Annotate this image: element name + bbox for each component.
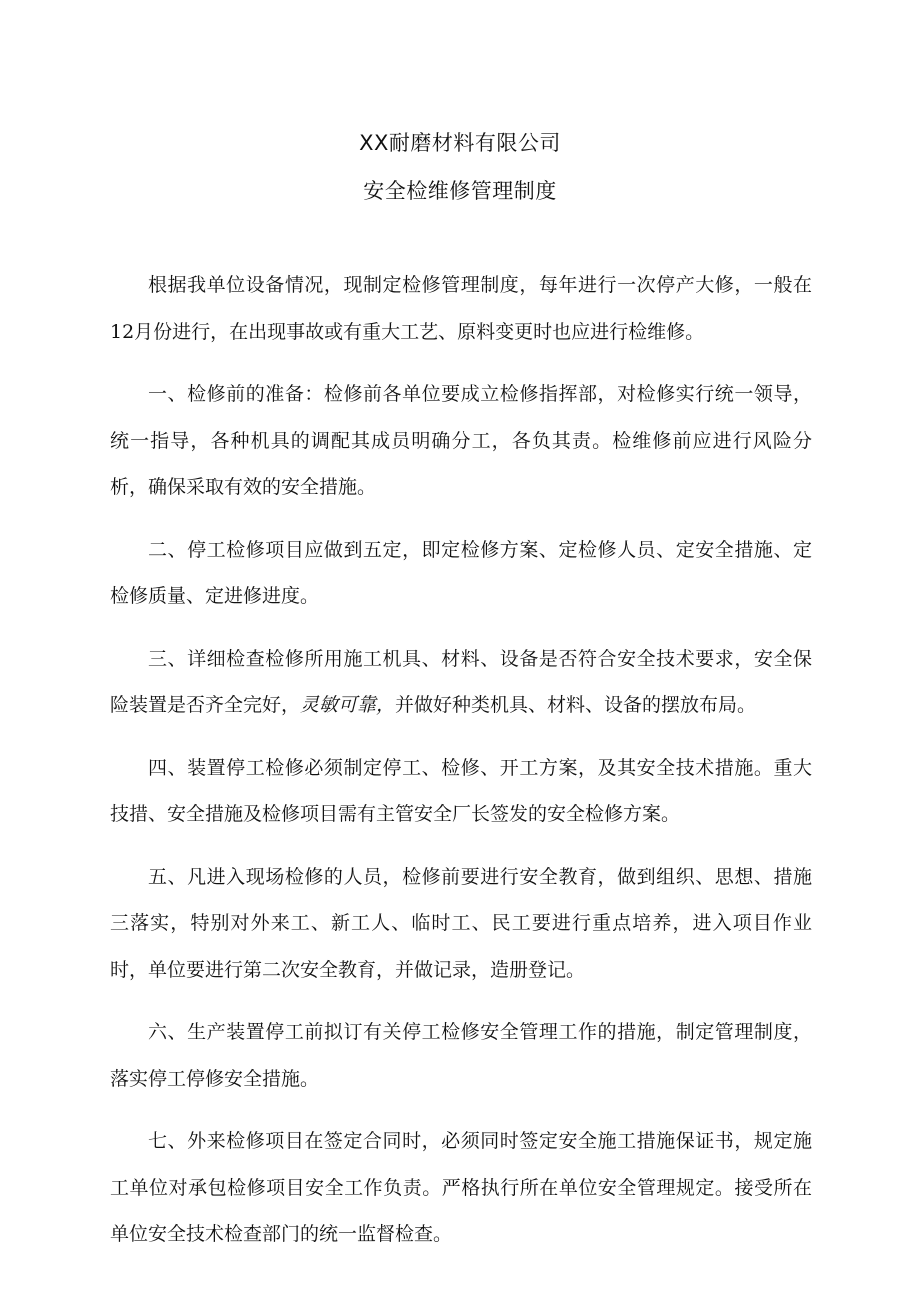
document-body xyxy=(110,262,812,1274)
intro-paragraph: 根据我单位设备情况，现制定检修管理制度，每年进行一次停产大修，一般在12月份进行，在出现事故或有重大工艺、原料变更时也应进行检维修。 xyxy=(110,274,812,343)
item-3-paragraph xyxy=(110,636,812,729)
item-4-paragraph: 四、装置停工检修必须制定停工、检修、开工方案，及其安全技术措施。重大技措、安全措施及检修项目需有主管安全厂长签发的安全检修方案。 xyxy=(110,756,812,825)
item-2-paragraph: 二、停工检修项目应做到五定，即定检修方案、定检修人员、定安全措施、定检修质量、定进修进度。 xyxy=(110,538,812,607)
document-title: 安全检维修管理制度 xyxy=(363,179,557,203)
company-title: XX耐磨材料有限公司 xyxy=(359,131,561,155)
item-7-paragraph: 七、外来检修项目在签定合同时，必须同时签定安全施工措施保证书，规定施工单位对承包检修项目安全工作负责。严格执行所在单位安全管理规定。接受所在单位安全技术检查部门的统一监督检查。 xyxy=(110,1130,812,1245)
item-3-text-start: 三、详细检查检修所用施工机具、材料、设备是否符合安全技术要求，安全保险装置是否齐全完好， xyxy=(110,647,812,716)
item-5-paragraph: 五、凡进入现场检修的人员，检修前要进行安全教育，做到组织、思想、措施三落实，特别对外来工、新工人、临时工、民工要进行重点培养，进入项目作业时，单位要进行第二次安全教育，并做记录，造册登记。 xyxy=(110,865,812,981)
item-1-paragraph: 一、检修前的准备：检修前各单位要成立检修指挥部，对检修实行统一领导，统一指导，各种机具的调配其成员明确分工，各负其责。检维修前应进行风险分析，确保采取有效的安全措施。 xyxy=(110,383,812,498)
item-3-text-end: 并做好种类机具、材料、设备的摆放布局。 xyxy=(395,694,757,716)
item-6-paragraph: 六、生产装置停工前拟订有关停工检修安全管理工作的措施，制定管理制度，落实停工停修安全措施。 xyxy=(110,1021,812,1090)
item-3-italic-text: 灵敏可靠， xyxy=(300,694,396,716)
